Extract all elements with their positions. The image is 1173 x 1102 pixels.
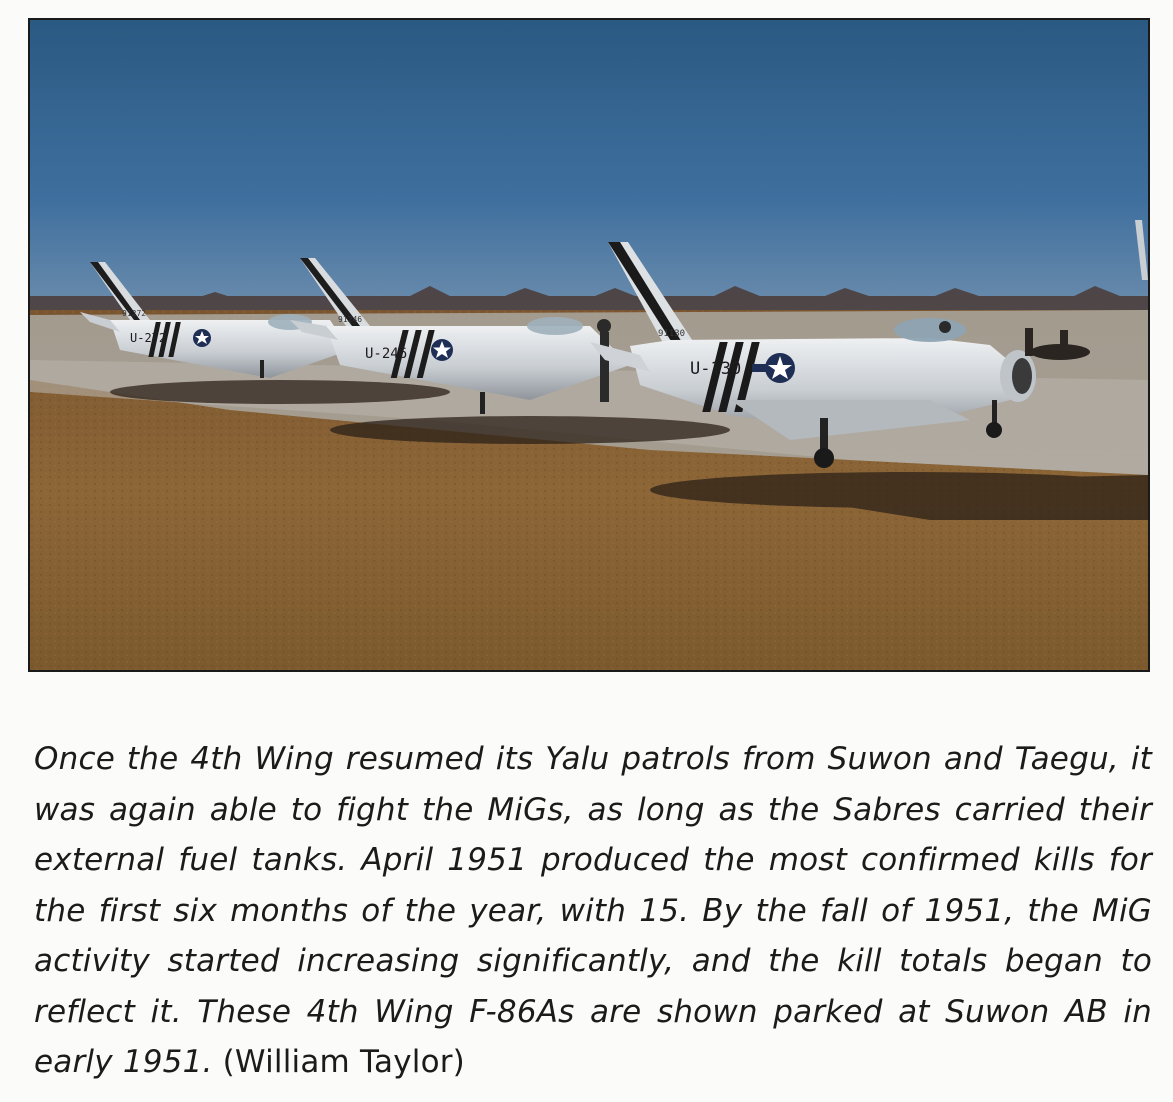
photo-credit: (William Taylor): [222, 1044, 465, 1080]
tail-serial-far: 91272: [122, 309, 147, 318]
tail-serial-mid: 91246: [338, 315, 363, 324]
buzz-number-mid: U-246: [365, 346, 408, 362]
buzz-number-near: U-130: [690, 359, 742, 379]
photo-caption: [34, 734, 1152, 1088]
photo-frame: [28, 18, 1150, 672]
buzz-number-far: U-272: [130, 331, 167, 345]
photo-f86a-sabres-parked: [30, 20, 1148, 670]
tail-serial-near: 91130: [658, 329, 686, 339]
caption-text: Once the 4th Wing resumed its Yalu patrols from Suwon and Taegu, it was again able to fight the MiGs, as long as the Sabres carried their external fuel tanks. April 1951 produced the most confirmed kills for the first six months of the year, with 15. By the fall of 1951, the MiG activity started increasing significantly, and the kill totals began to reflect it. These 4th Wing F-86As are shown parked at Suwon AB in early 1951.: [34, 741, 1152, 1080]
